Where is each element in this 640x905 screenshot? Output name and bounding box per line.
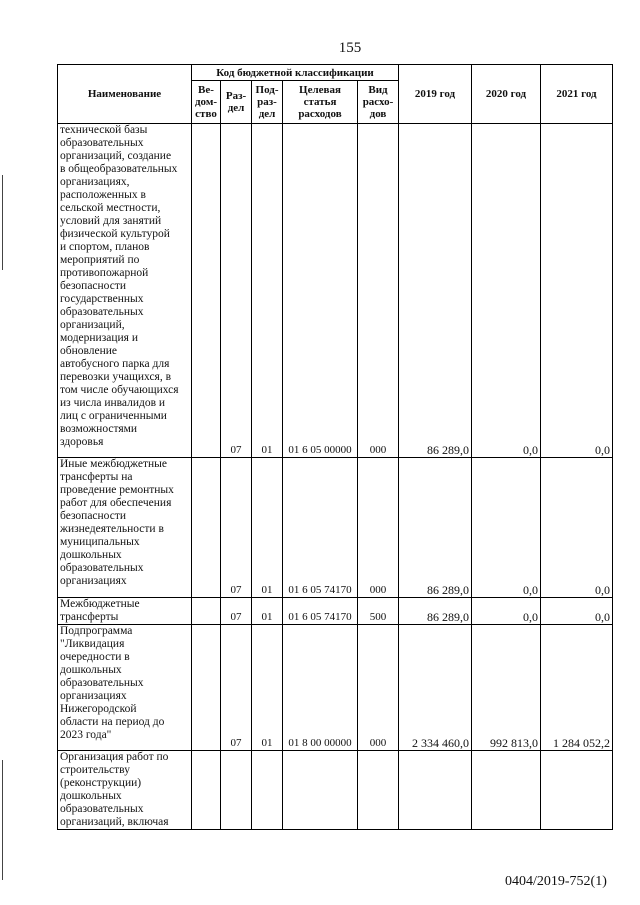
row-amount-2020: 0,0 xyxy=(472,124,541,458)
row-amount-2021: 0,0 xyxy=(541,598,613,625)
page-edge-mark xyxy=(2,760,3,880)
header-2021: 2021 год xyxy=(541,65,613,124)
row-amount-2020: 992 813,0 xyxy=(472,625,541,751)
row-expense-type: 000 xyxy=(358,124,399,458)
table-row xyxy=(58,458,613,598)
row-amount-2019 xyxy=(399,751,472,830)
row-name: Подпрограмма "Ликвидация очередности в дошкольных образовательных организациях Нижегородской области на период до 2023 года" xyxy=(58,625,192,751)
row-target-item: 01 6 05 74170 xyxy=(283,598,358,625)
row-target-item: 01 6 05 74170 xyxy=(283,458,358,598)
table-row xyxy=(58,751,613,830)
document-code: 0404/2019-752(1) xyxy=(505,874,607,889)
row-section: 07 xyxy=(221,124,252,458)
header-department: Ве- дом- ство xyxy=(192,81,221,124)
row-department xyxy=(192,124,221,458)
page-number: 155 xyxy=(338,40,362,56)
row-target-item: 01 8 00 00000 xyxy=(283,625,358,751)
row-amount-2020: 0,0 xyxy=(472,458,541,598)
row-department xyxy=(192,598,221,625)
row-target-item xyxy=(283,751,358,830)
row-target-item: 01 6 05 00000 xyxy=(283,124,358,458)
row-amount-2019: 86 289,0 xyxy=(399,598,472,625)
budget-table xyxy=(57,64,613,830)
row-amount-2019: 86 289,0 xyxy=(399,124,472,458)
row-amount-2020 xyxy=(472,751,541,830)
row-subsection xyxy=(252,751,283,830)
header-subsection: Под- раз- дел xyxy=(252,81,283,124)
header-section: Раз- дел xyxy=(221,81,252,124)
row-subsection: 01 xyxy=(252,598,283,625)
header-expense-type: Вид расхо- дов xyxy=(358,81,399,124)
row-section xyxy=(221,751,252,830)
row-amount-2021: 1 284 052,2 xyxy=(541,625,613,751)
row-name: технической базы образовательных организаций, создание в общеобразовательных организациях, расположенных в сельской местности, условий для занятий физической культурой и спортом, планов мероприятий по противопожарной безопасности государственных образовательных организаций, модернизация и обновление автобусного парка для перевозки учащихся, в том числе обучающихся из числа инвалидов и лиц с ограниченными возможностями здоровья xyxy=(58,124,192,458)
row-subsection: 01 xyxy=(252,625,283,751)
row-amount-2021: 0,0 xyxy=(541,124,613,458)
table-row xyxy=(58,625,613,751)
row-department xyxy=(192,625,221,751)
table-row xyxy=(58,124,613,458)
row-department xyxy=(192,458,221,598)
row-amount-2019: 2 334 460,0 xyxy=(399,625,472,751)
header-target-item: Целевая статья расходов xyxy=(283,81,358,124)
table-row xyxy=(58,598,613,625)
page-edge-mark xyxy=(2,175,3,270)
row-department xyxy=(192,751,221,830)
row-subsection: 01 xyxy=(252,124,283,458)
row-expense-type: 500 xyxy=(358,598,399,625)
header-classification-group: Код бюджетной классификации xyxy=(192,65,399,81)
row-expense-type: 000 xyxy=(358,458,399,598)
row-amount-2019: 86 289,0 xyxy=(399,458,472,598)
row-name: Организация работ по строительству (реконструкции) дошкольных образовательных организаций, включая xyxy=(58,751,192,830)
header-2019: 2019 год xyxy=(399,65,472,124)
row-section: 07 xyxy=(221,625,252,751)
row-name: Иные межбюджетные трансферты на проведение ремонтных работ для обеспечения безопасности жизнедеятельности в муниципальных дошкольных образовательных организациях xyxy=(58,458,192,598)
header-2020: 2020 год xyxy=(472,65,541,124)
row-expense-type: 000 xyxy=(358,625,399,751)
row-section: 07 xyxy=(221,458,252,598)
row-amount-2020: 0,0 xyxy=(472,598,541,625)
row-expense-type xyxy=(358,751,399,830)
header-name: Наименование xyxy=(58,65,192,124)
table-body xyxy=(58,124,613,830)
row-name: Межбюджетные трансферты xyxy=(58,598,192,625)
row-amount-2021 xyxy=(541,751,613,830)
row-amount-2021: 0,0 xyxy=(541,458,613,598)
row-section: 07 xyxy=(221,598,252,625)
row-subsection: 01 xyxy=(252,458,283,598)
